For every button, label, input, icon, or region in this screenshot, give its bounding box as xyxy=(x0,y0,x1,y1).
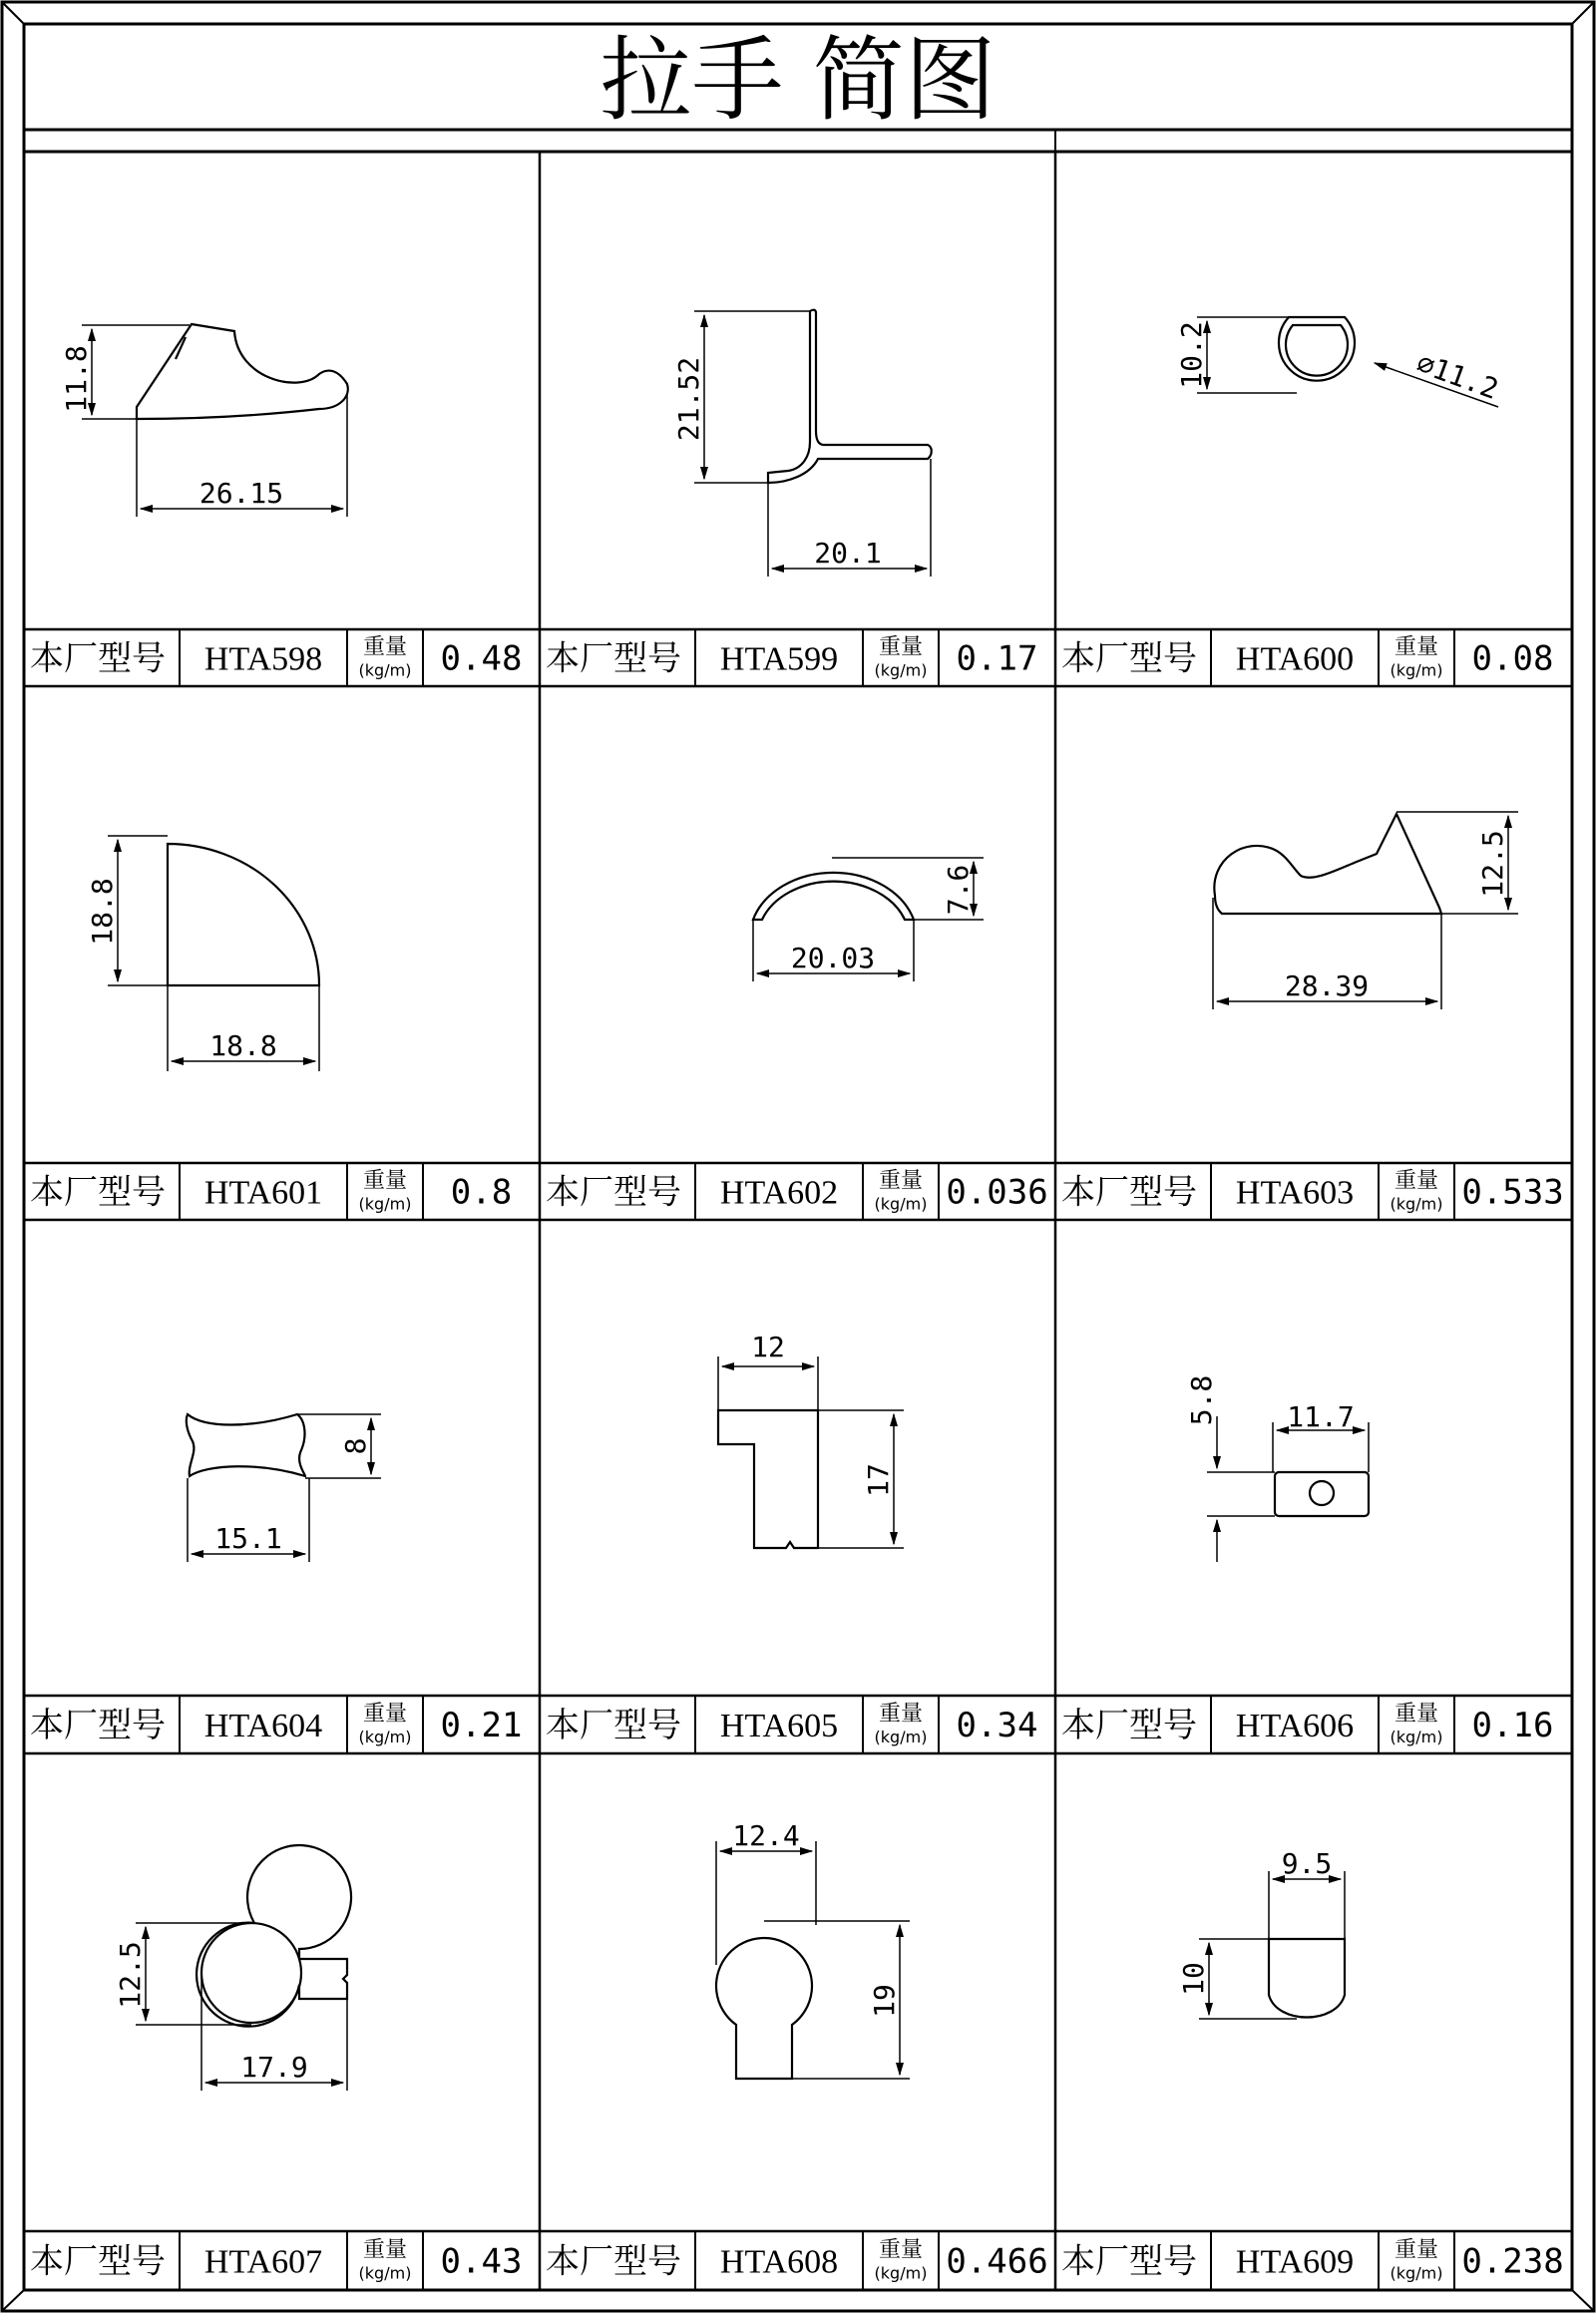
dim-hta601-height: 18.8 xyxy=(86,878,119,946)
model-number-value: HTA605 xyxy=(719,1708,839,1744)
weight-unit: (kg/m) xyxy=(1390,1194,1443,1214)
dim-hta607-height: 12.5 xyxy=(114,1941,147,2009)
dim-hta602-height: 7.6 xyxy=(942,864,975,916)
label-row-hta607 xyxy=(30,2231,522,2290)
dim-hta605-width: 12 xyxy=(751,1331,785,1363)
weight-value: 0.21 xyxy=(440,1706,523,1745)
label-row-hta601 xyxy=(30,1163,512,1220)
weight-unit: (kg/m) xyxy=(1390,660,1443,680)
label-row-hta600 xyxy=(1061,629,1553,686)
profile-hta606 xyxy=(1275,1472,1369,1516)
weight-unit: (kg/m) xyxy=(874,660,928,680)
dim-hta604-height: 8 xyxy=(339,1437,372,1455)
dim-hta599-width: 20.1 xyxy=(814,537,882,570)
model-number-value: HTA602 xyxy=(719,1174,839,1212)
weight-value: 0.16 xyxy=(1471,1706,1554,1745)
model-number-label: 本厂型号 xyxy=(1061,2241,1197,2282)
label-row-hta604 xyxy=(30,1696,522,1753)
dim-hta604-width: 15.1 xyxy=(214,1522,282,1555)
dim-hta606-height: 5.8 xyxy=(1185,1374,1218,1426)
weight-value: 0.238 xyxy=(1461,2241,1564,2282)
weight-label: 重量 xyxy=(1394,2237,1439,2263)
label-row-hta603 xyxy=(1061,1163,1564,1220)
model-number-value: HTA609 xyxy=(1235,2243,1355,2281)
weight-unit: (kg/m) xyxy=(874,2263,928,2283)
dimensions-hta606 xyxy=(1207,1416,1369,1562)
profile-hta600 xyxy=(1279,317,1355,381)
model-number-label: 本厂型号 xyxy=(546,1706,681,1745)
weight-value: 0.17 xyxy=(956,638,1038,679)
weight-label: 重量 xyxy=(362,2237,408,2263)
model-number-label: 本厂型号 xyxy=(546,638,681,679)
weight-value: 0.8 xyxy=(450,1172,513,1213)
weight-label: 重量 xyxy=(362,1702,408,1727)
model-number-label: 本厂型号 xyxy=(30,2241,166,2282)
weight-value: 0.08 xyxy=(1471,638,1554,679)
model-number-label: 本厂型号 xyxy=(546,1172,681,1213)
dim-hta609-height: 10 xyxy=(1177,1962,1210,1996)
dim-hta602-width: 20.03 xyxy=(790,942,876,974)
label-row-hta609 xyxy=(1061,2231,1564,2290)
dim-hta603-height: 12.5 xyxy=(1476,830,1509,898)
model-number-value: HTA600 xyxy=(1235,640,1355,678)
model-number-label: 本厂型号 xyxy=(1061,1172,1197,1213)
profile-hta601 xyxy=(168,844,319,985)
weight-value: 0.466 xyxy=(946,2241,1048,2282)
weight-label: 重量 xyxy=(1394,1168,1439,1194)
model-number-value: HTA601 xyxy=(203,1174,323,1212)
label-row-hta608 xyxy=(546,2231,1048,2290)
dim-hta605-height: 17 xyxy=(862,1463,895,1497)
dimensions-hta608 xyxy=(716,1841,910,2079)
weight-unit: (kg/m) xyxy=(1390,2263,1443,2283)
weight-value: 0.533 xyxy=(1461,1172,1564,1213)
dim-hta599-height: 21.52 xyxy=(672,356,705,442)
dim-hta601-width: 18.8 xyxy=(209,1029,277,1062)
dim-hta609-width: 9.5 xyxy=(1281,1847,1333,1880)
model-number-value: HTA599 xyxy=(719,640,839,678)
profile-hta602 xyxy=(753,873,914,920)
dim-hta606-width: 11.7 xyxy=(1287,1400,1355,1433)
label-row-hta605 xyxy=(546,1696,1037,1753)
dim-hta608-height: 19 xyxy=(868,1984,901,2018)
dim-hta608-width: 12.4 xyxy=(732,1819,800,1852)
label-row-hta602 xyxy=(546,1163,1048,1220)
model-number-value: HTA603 xyxy=(1235,1174,1355,1212)
weight-unit: (kg/m) xyxy=(874,1194,928,1214)
weight-label: 重量 xyxy=(1394,634,1439,660)
profile-hta603 xyxy=(1214,814,1441,914)
weight-value: 0.34 xyxy=(956,1706,1038,1745)
profile-hta608 xyxy=(716,1938,812,2079)
dimensions-hta609 xyxy=(1199,1871,1345,2019)
model-number-value: HTA604 xyxy=(203,1708,323,1744)
dim-hta607-width: 17.9 xyxy=(240,2051,308,2084)
weight-unit: (kg/m) xyxy=(358,660,412,680)
model-number-value: HTA598 xyxy=(203,640,323,678)
profile-hta609 xyxy=(1269,1939,1345,2018)
dimensions-hta605 xyxy=(718,1356,904,1548)
weight-label: 重量 xyxy=(878,2237,924,2263)
profile-hta605 xyxy=(718,1410,818,1548)
model-number-label: 本厂型号 xyxy=(30,1172,166,1213)
weight-unit: (kg/m) xyxy=(358,1194,412,1214)
model-number-label: 本厂型号 xyxy=(1061,1706,1197,1745)
grid-lines xyxy=(24,152,1572,2290)
dim-hta598-width: 26.15 xyxy=(199,477,284,510)
dim-hta598-height: 11.8 xyxy=(60,345,93,413)
weight-unit: (kg/m) xyxy=(358,2263,412,2283)
model-number-label: 本厂型号 xyxy=(1061,638,1197,679)
profile-hta599 xyxy=(768,310,932,483)
weight-value: 0.036 xyxy=(946,1172,1048,1213)
model-number-label: 本厂型号 xyxy=(30,1706,166,1745)
weight-label: 重量 xyxy=(878,1702,924,1727)
weight-unit: (kg/m) xyxy=(874,1728,928,1746)
model-number-value: HTA607 xyxy=(203,2243,323,2281)
model-number-label: 本厂型号 xyxy=(30,638,166,679)
sheet-title: 拉手 简图 xyxy=(599,27,997,134)
weight-label: 重量 xyxy=(878,634,924,660)
weight-label: 重量 xyxy=(362,634,408,660)
profile-hta604 xyxy=(187,1414,305,1476)
dim-hta600-diameter: ⌀11.2 xyxy=(1411,346,1503,406)
model-number-label: 本厂型号 xyxy=(546,2241,681,2282)
weight-value: 0.43 xyxy=(440,2241,523,2282)
label-row-hta598 xyxy=(30,629,522,686)
weight-unit: (kg/m) xyxy=(358,1728,412,1746)
dim-hta600-height: 10.2 xyxy=(1175,321,1208,389)
weight-value: 0.48 xyxy=(440,638,523,679)
label-row-hta606 xyxy=(1061,1696,1553,1753)
weight-label: 重量 xyxy=(1394,1702,1439,1727)
weight-label: 重量 xyxy=(362,1168,408,1194)
model-number-value: HTA606 xyxy=(1235,1708,1355,1744)
weight-unit: (kg/m) xyxy=(1390,1728,1443,1746)
weight-label: 重量 xyxy=(878,1168,924,1194)
profile-hta607 xyxy=(197,1845,351,2027)
model-number-value: HTA608 xyxy=(719,2243,839,2281)
dim-hta603-width: 28.39 xyxy=(1284,969,1370,1002)
profile-hta598 xyxy=(137,324,348,419)
label-row-hta599 xyxy=(546,629,1037,686)
